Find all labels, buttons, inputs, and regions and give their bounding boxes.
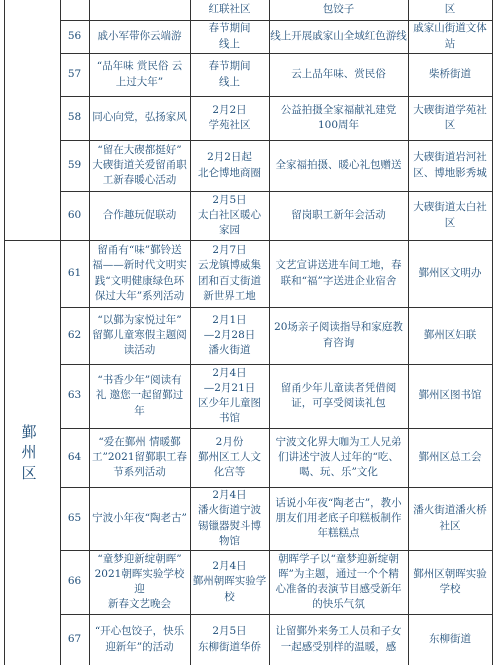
cell-content [270, 141, 407, 190]
cell-activity-name-text: “品年味 赏民俗 云 上过大年” [96, 60, 183, 88]
cell-org [409, 1, 491, 19]
cell-activity-name-text: 合作趣玩促联动 [102, 208, 177, 221]
cell-number-text: 61 [67, 266, 82, 279]
cell-content-text: 让留鄞外来务工人员和子女 一起感受别样的温暖，感 [275, 625, 402, 653]
cell-time-place [191, 97, 268, 139]
cell-time-place-text: 2月5日 东柳街道华侨 [198, 625, 261, 653]
cell-content [270, 97, 407, 139]
cell-time-place [191, 141, 268, 190]
cell-activity-name [90, 488, 189, 549]
cell-content [270, 365, 407, 427]
cell-activity-name-text: “书香少年”阅读有 礼 邀您一起留鄞过 年 [95, 374, 184, 417]
cell-activity-name-text: “开心包饺子，快乐 迎新年”的活动 [94, 625, 185, 653]
cell-time-place [191, 54, 268, 95]
cell-content [270, 192, 407, 239]
cell-organizer [409, 429, 491, 486]
cell-content [270, 241, 407, 306]
cell-content-text: 线上开展戚家山全域红色游线 [270, 29, 407, 42]
cell-organizer [409, 615, 491, 664]
cell-activity-name [90, 141, 189, 190]
cell-organizer [409, 488, 491, 549]
cell-organizer [409, 141, 491, 190]
cell-activity-name-text: “爱在鄞州 情暖鄞 工”2021留鄞职工春 节系列活动 [91, 435, 188, 479]
cell-number-text: 62 [67, 328, 82, 341]
cell-activity-name [90, 241, 189, 306]
cell-activity-name [90, 21, 189, 52]
cell-time-place [191, 551, 268, 613]
cell-activity-name [90, 192, 189, 239]
cell-organizer-text: 大碶街道学苑社 区 [413, 103, 487, 131]
cell-activity-name [90, 308, 189, 363]
cell-content-text: 话说小年夜“陶老古”，教小 朋友们用老底子印糕板制作 年糕糕点 [275, 496, 402, 540]
cell-content-text: 公益拍摄全家福献礼建党 100周年 [280, 103, 397, 131]
cell-time-place [191, 21, 268, 52]
cell-time-place [191, 308, 268, 363]
cell-activity-name [90, 54, 189, 95]
cell-activity-name [90, 615, 189, 664]
cell-time-place [191, 192, 268, 239]
cell-content-text: 留甬少年儿童读者凭借阅 证，可享受阅读礼包 [280, 381, 397, 409]
cell-number [61, 551, 88, 613]
cell-time-place [191, 241, 268, 306]
cell-time-place-text: 2月2日起 北仑博地商圈 [198, 151, 261, 179]
cell-number-text: 65 [67, 511, 82, 524]
cell-organizer [409, 21, 491, 52]
cell-time-place [191, 429, 268, 486]
district-char: 州 [21, 443, 37, 462]
cell-content-text: 朝晖学子以“童梦迎新绽朝 晖”为主题，通过一个个精 心准备的表演节目感受新年 的快乐气氛 [275, 552, 402, 611]
cell-organizer-text: 大碶街道太白社 区 [413, 201, 487, 229]
cell-time-place-text: 2月4日 鄞州朝晖实验学校 [192, 560, 267, 603]
cell-content [270, 54, 407, 95]
cell-activity-name-text: “留在大碶都挺好” 大碶街道关爱留甬职 工新春暖心活动 [92, 143, 187, 187]
cell-activity-name-text: 同心向党，弘扬家风 [92, 111, 187, 124]
cell-number [61, 615, 88, 664]
cell-activity-name-text: 戚小军带你云端游 [97, 29, 182, 42]
cell-time-place-text: 2月7日 云龙镇博威集 团和百丈街道 新世界工地 [198, 244, 261, 302]
cell-organizer [409, 308, 491, 363]
cell-organizer [409, 551, 491, 613]
cell-activity-name-text: 宁波小年夜“陶老古” [92, 511, 187, 524]
cell-content-text: 云上品年味、赏民俗 [291, 67, 386, 80]
cell-content [270, 308, 407, 363]
cell-time-place-text: 2月2日 学苑社区 [208, 103, 251, 131]
cell-organizer-text: 鄞州区朝晖实验 学校 [413, 567, 487, 595]
column-divider [4, 0, 5, 665]
cell-number [61, 365, 88, 427]
cell-date-text: 红联社区 [208, 3, 251, 16]
cell-organizer-text: 鄞州区图书馆 [418, 389, 482, 402]
cell-organizer-text: 戚家山街道文体 站 [413, 22, 487, 50]
cell-content [270, 615, 407, 664]
cell-number [61, 141, 88, 190]
cell-activity-name-text: “童梦迎新绽朝晖” 2021朝晖实验学校迎 新春文艺晚会 [94, 552, 185, 611]
cell-time-place [191, 365, 268, 427]
cell-organizer-text: 大碶街道岩河社 区、博地影秀城 [413, 151, 487, 179]
cell-number [61, 192, 88, 239]
cell-time-place [191, 615, 268, 664]
cell-organizer-text: 柴桥街道 [429, 67, 471, 80]
cell-content [270, 21, 407, 52]
cell-number [61, 241, 88, 306]
cell-organizer-text: 潘火街道潘火桥 社区 [413, 504, 487, 532]
cell-activity-name [90, 365, 189, 427]
cell-number [61, 429, 88, 486]
cell-activity-name-text: 留甬有“味”鄞铃送 福——新时代文明实 践“文明健康绿色环 保过大年”系列活动 [92, 244, 187, 302]
cell-time-place-text: 春节期间 线上 [208, 22, 251, 50]
cell-time-place-text: 2月5日 太白社区暖心 家园 [198, 193, 261, 237]
cell-activity-name-text: “以鄞为家悦过年” 留鄞儿童寒假主题阅 读活动 [92, 313, 187, 357]
cell-number-text: 60 [67, 208, 82, 221]
cell-activity-name [90, 551, 189, 613]
cell-number-text: 57 [67, 67, 82, 80]
cell-organizer-text: 鄞州区文明办 [418, 266, 482, 279]
cell-organizer-text: 鄞州区总工会 [418, 450, 482, 463]
district-char: 鄞 [21, 423, 37, 442]
district-char: 区 [21, 463, 37, 482]
cell-organizer [409, 192, 491, 239]
cell-organizer [409, 54, 491, 95]
cell-number-text: 67 [67, 632, 82, 645]
cell-organizer-text: 东柳街道 [429, 632, 471, 645]
cell-content-text: 宁波文化界大咖为工人兄弟 们讲述宁波人过年的“吃、 喝、玩、乐”文化 [275, 435, 402, 479]
cell-number-text: 56 [67, 29, 82, 42]
cell-number-text: 64 [67, 450, 82, 463]
cell-organizer-text: 鄞州区妇联 [423, 328, 477, 341]
cell-content-text: 留岗职工新年会活动 [291, 208, 386, 221]
cell-number-text: 58 [67, 111, 82, 124]
cell-desc [270, 1, 407, 19]
column-divider [492, 0, 493, 665]
cell-content-text: 全家福拍摄、暖心礼包赠送 [275, 158, 402, 171]
district-label [4, 240, 54, 665]
cell-time-place-text: 春节期间 线上 [208, 60, 251, 88]
cell-time-place-text: 2月份 鄞州区工人文 化宫等 [198, 435, 261, 479]
cell-number [61, 308, 88, 363]
cell-time-place-text: 2月4日 潘火街道宁波 锡镴器熨斗博 物馆 [198, 489, 261, 547]
cell-activity-name [90, 97, 189, 139]
cell-time-place-text: 2月4日 —2月21日 区少年儿童图 书馆 [198, 366, 261, 425]
cell-content [270, 488, 407, 549]
cell-desc-text: 包饺子 [322, 3, 355, 16]
cell-content [270, 551, 407, 613]
cell-date [191, 1, 268, 19]
cell-number-text: 59 [67, 158, 82, 171]
cell-number [61, 97, 88, 139]
cell-number [61, 21, 88, 52]
cell-time-place [191, 488, 268, 549]
cell-content-text: 20场亲子阅读指导和家庭教 育咨询 [274, 321, 403, 349]
cell-activity-name [90, 429, 189, 486]
cell-organizer [409, 97, 491, 139]
cell-org-text: 区 [444, 3, 456, 16]
cell-number [61, 488, 88, 549]
cell-organizer [409, 365, 491, 427]
cell-content-text: 文艺宣讲送进车间工地，春 联和“福”字送进企业宿舍 [275, 259, 402, 287]
cell-number-text: 63 [67, 389, 82, 402]
cell-organizer [409, 241, 491, 306]
cell-number-text: 66 [67, 575, 82, 588]
cell-number [61, 54, 88, 95]
cell-time-place-text: 2月1日 —2月28日 潘火街道 [203, 313, 256, 357]
cell-content [270, 429, 407, 486]
